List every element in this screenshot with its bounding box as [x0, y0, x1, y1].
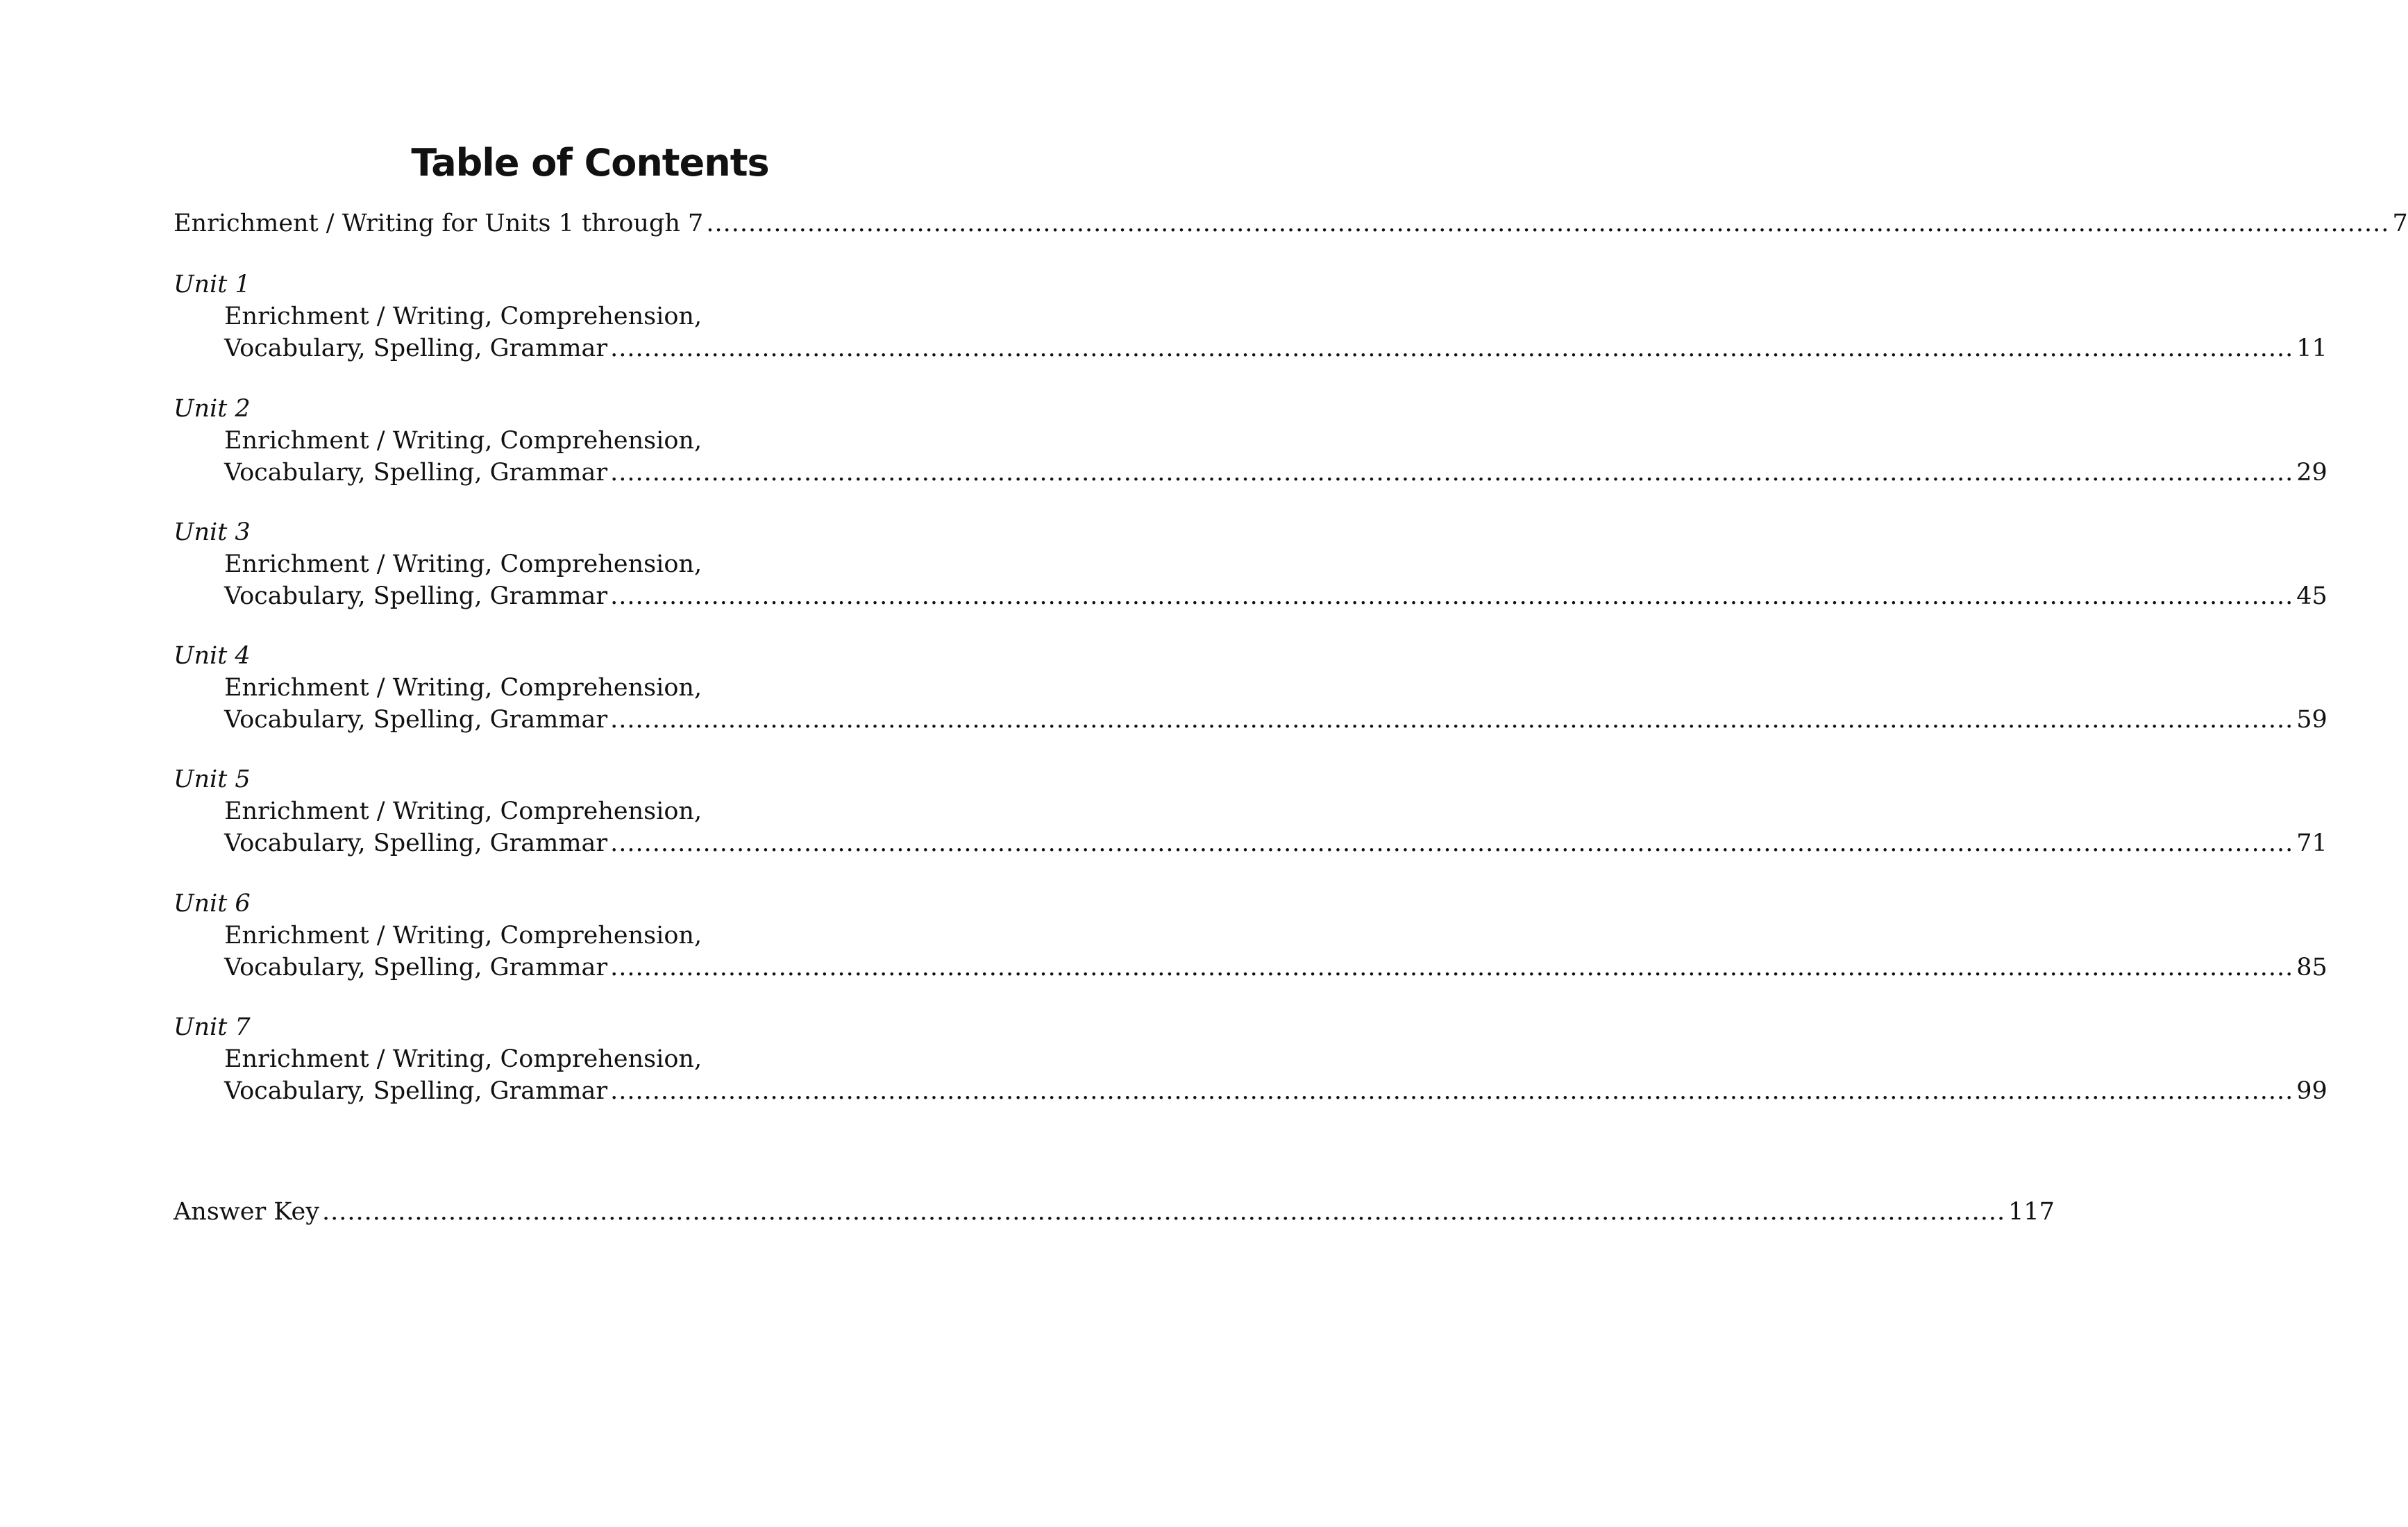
toc-entry-unit-6[interactable]: [224, 950, 2327, 985]
dot-leader: ........................................................................................................................................................................................................: [610, 829, 2294, 857]
unit-1-topics-line: Enrichment / Writing, Comprehension,: [224, 303, 702, 330]
toc-entry-label: Vocabulary, Spelling, Grammar: [224, 335, 608, 362]
unit-7-topics-line: Enrichment / Writing, Comprehension,: [224, 1045, 702, 1073]
page-title: Table of Contents: [411, 141, 769, 185]
dot-leader: ........................................................................................................................................................................................................: [610, 582, 2294, 610]
unit-5-topics-line: Enrichment / Writing, Comprehension,: [224, 798, 702, 825]
toc-entry-unit-5[interactable]: [224, 826, 2327, 861]
toc-entry-label: Vocabulary, Spelling, Grammar: [224, 582, 608, 610]
toc-page-number: 7: [2392, 210, 2408, 237]
toc-entry-unit-1[interactable]: [224, 331, 2327, 366]
dot-leader: ........................................................................................................................................................................................................: [610, 954, 2294, 981]
toc-page-number: 99: [2296, 1077, 2327, 1105]
dot-leader: ........................................................................................................................................................................................................: [610, 1077, 2294, 1105]
toc-page-number: 29: [2296, 459, 2327, 487]
toc-entry-label: Vocabulary, Spelling, Grammar: [224, 829, 608, 857]
toc-page-number: 45: [2296, 582, 2327, 610]
dot-leader: ........................................................................................................................................................................................................: [610, 459, 2294, 487]
unit-7-heading: Unit 7: [174, 1013, 251, 1041]
unit-2-topics-line: Enrichment / Writing, Comprehension,: [224, 427, 702, 455]
toc-entry-answer-key[interactable]: [174, 1195, 2055, 1229]
toc-entry-label: Enrichment / Writing for Units 1 through 7: [174, 210, 704, 237]
unit-5-heading: Unit 5: [174, 766, 251, 793]
toc-entry-label: Vocabulary, Spelling, Grammar: [224, 1077, 608, 1105]
unit-1-heading: Unit 1: [174, 271, 251, 298]
toc-entry-intro[interactable]: [174, 206, 2408, 241]
toc-page-number: 85: [2296, 954, 2327, 981]
unit-2-heading: Unit 2: [174, 395, 251, 423]
unit-6-heading: Unit 6: [174, 890, 251, 918]
unit-4-heading: Unit 4: [174, 642, 251, 670]
toc-page-number: 71: [2296, 829, 2327, 857]
toc-page-number: 59: [2296, 706, 2327, 734]
unit-3-heading: Unit 3: [174, 518, 251, 546]
dot-leader: ........................................................................................................................................................................................................: [610, 335, 2294, 362]
toc-page-number: 117: [2008, 1198, 2055, 1226]
dot-leader: ........................................................................................................................................................................................................: [322, 1198, 2006, 1226]
toc-entry-unit-3[interactable]: [224, 579, 2327, 614]
unit-6-topics-line: Enrichment / Writing, Comprehension,: [224, 922, 702, 950]
toc-page-number: 11: [2296, 335, 2327, 362]
unit-3-topics-line: Enrichment / Writing, Comprehension,: [224, 550, 702, 578]
toc-entry-label: Vocabulary, Spelling, Grammar: [224, 954, 608, 981]
unit-4-topics-line: Enrichment / Writing, Comprehension,: [224, 674, 702, 702]
toc-entry-unit-4[interactable]: [224, 702, 2327, 737]
dot-leader: ........................................................................................................................................................................................................: [706, 210, 2390, 237]
toc-entry-unit-2[interactable]: [224, 455, 2327, 490]
dot-leader: ........................................................................................................................................................................................................: [610, 706, 2294, 734]
toc-entry-label: Vocabulary, Spelling, Grammar: [224, 459, 608, 487]
toc-entry-label: Answer Key: [174, 1198, 319, 1226]
toc-entry-label: Vocabulary, Spelling, Grammar: [224, 706, 608, 734]
toc-entry-unit-7[interactable]: [224, 1074, 2327, 1108]
